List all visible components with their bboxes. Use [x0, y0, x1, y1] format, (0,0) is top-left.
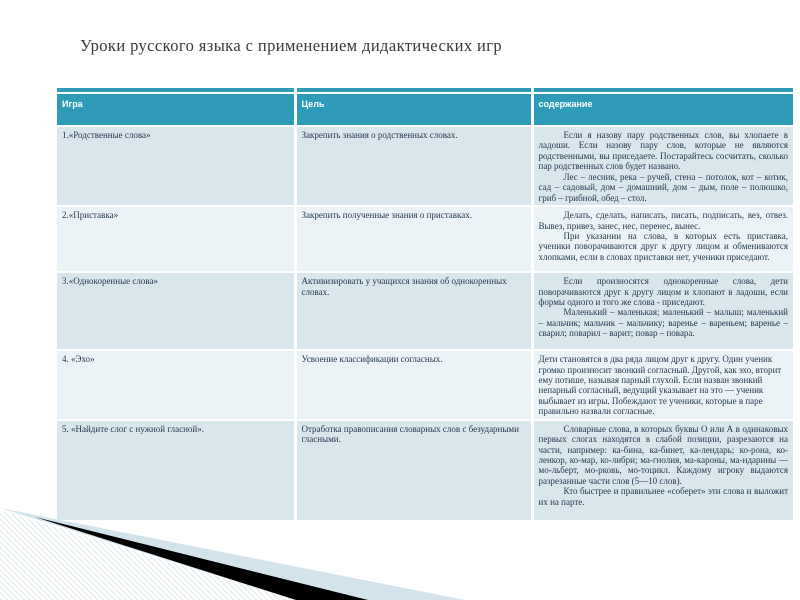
page-title: Уроки русского языка с применением дидактических игр: [80, 36, 503, 55]
content-cell: [532, 272, 793, 350]
table-row: [57, 420, 793, 521]
table-row: [57, 272, 793, 350]
game-cell: 4. «Эхо»: [57, 350, 295, 420]
content-paragraph: Словарные слова, в которых буквы О или А в одинаковых первых слогах находятся в слабой позиции, разрезаются на части, например: ка-бина, ка-бинет, ка-лендарь; ко-рона, ко-ленкор, ко-мар, ко-либри; ма-гнолия, ма-кароны, ма-ндарины — мо-льберт, мо-рковь, мо-тоцикл. Каждому игроку выдаются разрезанные части слов (5—10 слов).: [538, 423, 788, 486]
game-cell: 5. «Найдите слог с нужной гласной».: [57, 420, 295, 521]
content-paragraph: Если произносятся однокоренные слова, дети поворачиваются друг к другу лицом и хлопают в ладоши, если формы одного и того же слова - приседают.: [538, 276, 788, 307]
content-cell: [532, 126, 793, 206]
content-cell: [532, 206, 793, 272]
goal-cell: Закрепить полученные знания о приставках.: [295, 206, 532, 272]
column-header-game: Игра: [57, 88, 295, 126]
content-paragraph: Делать, сделать, написать, писать, подписать, вез, отвез. Вывез, привез, занес, нес, перенес, вынес.: [538, 210, 788, 231]
content-paragraph: Кто быстрее и правильнее «соберет» эти слова и выложит их на парте.: [538, 486, 788, 507]
game-cell: 1.«Родственные слова»: [57, 126, 295, 206]
content-cell: [532, 350, 793, 420]
content-paragraph: Лес – лесник, река – ручей, стена – потолок, кот – котик, сад – садовый, дом – домашний, дом – дым, поле – полюшко, гриб – грибной, обед – стол.: [538, 171, 788, 203]
goal-cell: Отработка правописания словарных слов с безударными гласными.: [295, 420, 532, 521]
content-paragraph: Дети становятся в два ряда лицом друг к другу. Один ученик громко произносит звонкий согласный. Другой, как эхо, вторит ему потише, называя парный глухой. Если назван звонкий непарный согласный, ведущий указывает на это — ученик выбывает из игры. Побеждают те ученики, которые в паре правильно назвали согласные.: [538, 354, 782, 417]
corner-decoration: [0, 508, 480, 600]
game-cell: 3.«Однокоренные слова»: [57, 272, 295, 350]
didactic-games-table: [57, 88, 793, 522]
column-header-content: содержание: [532, 88, 793, 126]
table-header-row: [57, 88, 793, 126]
goal-cell: Усвоение классификации согласных.: [295, 350, 532, 420]
game-cell: 2.«Приставка»: [57, 206, 295, 272]
goal-cell: Активизировать у учащихся знания об однокоренных словах.: [295, 272, 532, 350]
content-cell: [532, 420, 793, 521]
goal-cell: Закрепить знания о родственных словах.: [295, 126, 532, 206]
content-paragraph: При указании на слова, в которых есть приставка, ученики поворачиваются друг к другу лицом и обмениваются хлопками, если в словах приставки нет, ученики приседают.: [538, 230, 788, 262]
content-paragraph: Если я назову пару родственных слов, вы хлопаете в ладоши. Если назову пару слов, которые не являются родственными, вы приседаете. Постарайтесь сосчитать, сколько пар родственных слов будет названо.: [538, 130, 788, 172]
content-paragraph: Маленький – маленькая; маленький – малыш; маленький – мальчик; мальчик – мальчику; варенье – вареньем; варенье – сварил; поварил – варит; повар – повара.: [538, 307, 788, 339]
table-row: [57, 350, 793, 420]
table-row: [57, 206, 793, 272]
hatch-triangle: [0, 510, 296, 600]
column-header-goal: Цель: [295, 88, 532, 126]
table-row: [57, 126, 793, 206]
